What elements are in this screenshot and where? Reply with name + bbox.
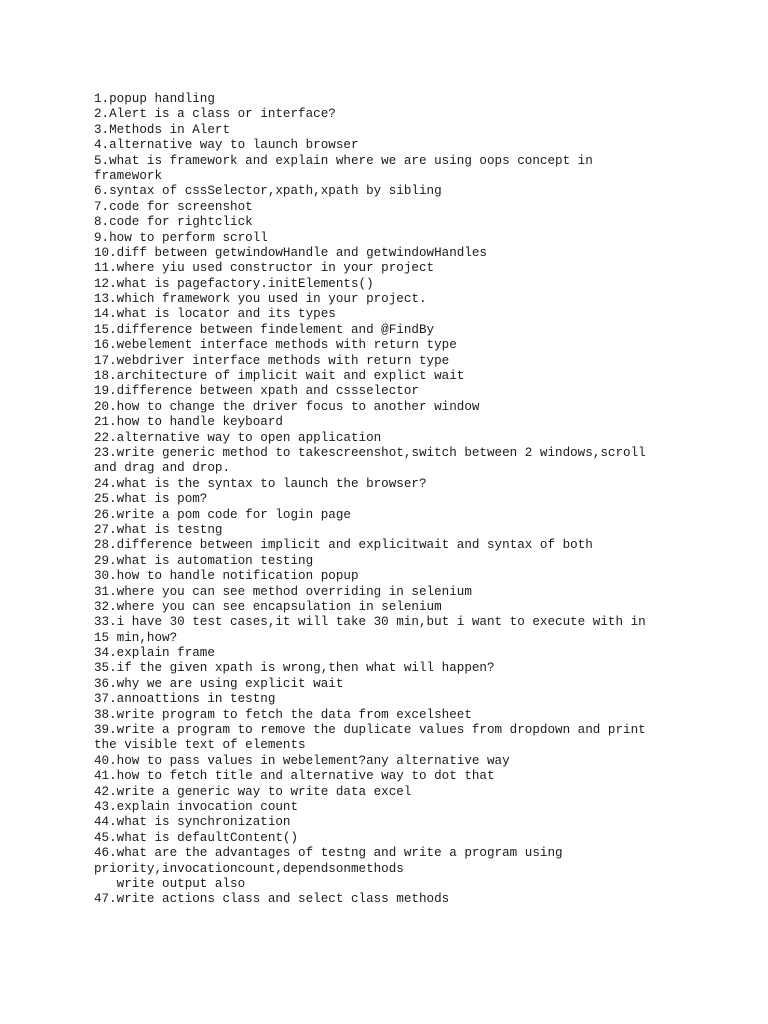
text-line: 21.how to handle keyboard <box>94 415 283 430</box>
text-line: 19.difference between xpath and cssselector <box>94 384 419 399</box>
text-line: 30.how to handle notification popup <box>94 569 359 584</box>
text-line: 35.if the given xpath is wrong,then what will happen? <box>94 661 495 676</box>
document-body <box>94 92 694 908</box>
text-line: 43.explain invocation count <box>94 799 299 814</box>
text-line: 42.write a generic way to write data excel <box>94 784 412 799</box>
text-line: 47.write actions class and select class methods <box>94 892 450 907</box>
text-line: 46.what are the advantages of testng and write a program using <box>94 846 563 861</box>
text-line: 41.how to fetch title and alternative way to dot that <box>94 769 495 784</box>
text-line: priority,invocationcount,dependsonmethods <box>94 861 404 876</box>
text-line: 14.what is locator and its types <box>94 307 336 322</box>
text-line: 38.write program to fetch the data from excelsheet <box>94 707 472 722</box>
text-line: 9.how to perform scroll <box>94 230 268 245</box>
text-line: 13.which framework you used in your project. <box>94 292 427 307</box>
text-line: 11.where yiu used constructor in your project <box>94 261 435 276</box>
text-line: 31.where you can see method overriding in selenium <box>94 584 472 599</box>
text-line: 1.popup handling <box>94 92 215 106</box>
text-line: the visible text of elements <box>94 738 306 753</box>
text-line: 22.alternative way to open application <box>94 430 382 445</box>
text-line: 16.webelement interface methods with return type <box>94 338 457 353</box>
text-line: 25.what is pom? <box>94 492 208 507</box>
text-line: 17.webdriver interface methods with return type <box>94 353 450 368</box>
text-line: framework <box>94 168 163 183</box>
text-line: 33.i have 30 test cases,it will take 30 min,but i want to execute with in <box>94 615 646 630</box>
text-line: 3.Methods in Alert <box>94 122 231 137</box>
text-line: 20.how to change the driver focus to another window <box>94 399 480 414</box>
text-line: write output also <box>94 876 246 891</box>
text-line: 26.write a pom code for login page <box>94 507 351 522</box>
text-line: 2.Alert is a class or interface? <box>94 107 336 122</box>
text-line: 10.diff between getwindowHandle and getwindowHandles <box>94 245 487 260</box>
text-line: 23.write generic method to takescreenshot,switch between 2 windows,scroll <box>94 445 646 460</box>
text-line: 45.what is defaultContent() <box>94 830 299 845</box>
text-line: 4.alternative way to launch browser <box>94 138 359 153</box>
text-line: 5.what is framework and explain where we are using oops concept in <box>94 153 593 168</box>
text-line: 28.difference between implicit and explicitwait and syntax of both <box>94 538 593 553</box>
text-line: 6.syntax of cssSelector,xpath,xpath by sibling <box>94 184 442 199</box>
text-line: 34.explain frame <box>94 646 215 661</box>
text-line: 27.what is testng <box>94 522 223 537</box>
text-line: 29.what is automation testing <box>94 553 314 568</box>
text-line: 40.how to pass values in webelement?any alternative way <box>94 753 510 768</box>
text-line: 15.difference between findelement and @FindBy <box>94 322 435 337</box>
text-line: 36.why we are using explicit wait <box>94 676 344 691</box>
text-line: 7.code for screenshot <box>94 199 253 214</box>
text-line: 37.annoattions in testng <box>94 692 276 707</box>
text-line: 12.what is pagefactory.initElements() <box>94 276 374 291</box>
text-line: 8.code for rightclick <box>94 215 253 230</box>
text-line: 15 min,how? <box>94 630 178 645</box>
text-line: and drag and drop. <box>94 461 231 476</box>
text-line: 39.write a program to remove the duplicate values from dropdown and print <box>94 723 646 738</box>
text-line: 24.what is the syntax to launch the browser? <box>94 476 427 491</box>
text-line: 18.architecture of implicit wait and explict wait <box>94 369 465 384</box>
text-line: 32.where you can see encapsulation in selenium <box>94 599 442 614</box>
text-line: 44.what is synchronization <box>94 815 291 830</box>
